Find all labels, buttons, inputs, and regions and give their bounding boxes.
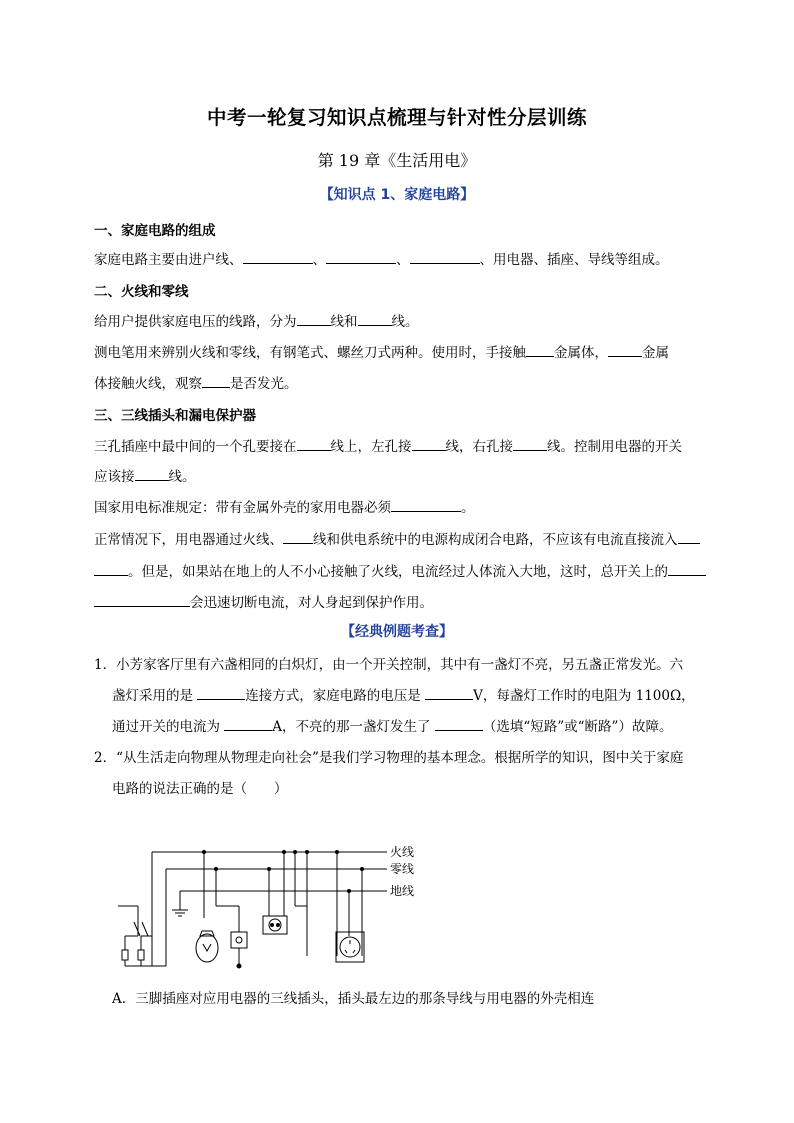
blank	[135, 466, 169, 481]
earth-wire-label: 地线	[390, 884, 415, 898]
blank	[668, 561, 706, 576]
question-1-line-2: 盏灯采用的是 连接方式，家庭电路的电压是 V，每盏灯工作时的电阻为 1100Ω，	[112, 684, 695, 704]
blank	[435, 716, 483, 731]
blank	[297, 311, 331, 326]
blank	[243, 249, 313, 264]
blank	[94, 592, 190, 607]
blank	[391, 497, 461, 512]
question-1-line-1: 1．小芳家客厅里有六盏相同的白炽灯，由一个开关控制，其中有一盏灯不亮，另五盏正常发光。六	[94, 657, 684, 673]
blank	[513, 436, 547, 451]
section-2-line-2: 测电笔用来辨别火线和零线，有钢笔式、螺丝刀式两种。使用时，手接触 金属体， 金属	[94, 341, 669, 361]
section-3-line-1: 三孔插座中最中间的一个孔要接在 线上，左孔接 线，右孔接 线。控制用电器的开关	[94, 435, 682, 455]
examples-heading: 【经典例题考查】	[341, 624, 453, 640]
question-2-line-1: 2．“从生活走向物理从物理走向社会”是我们学习物理的基本理念。根据所学的知识，图中关于家庭	[94, 750, 684, 766]
page-title: 中考一轮复习知识点梳理与针对性分层训练	[206, 106, 587, 129]
question-2-line-2: 电路的说法正确的是（ ）	[112, 781, 288, 797]
blank	[326, 249, 396, 264]
section-2-title: 二、火线和零线	[94, 284, 189, 300]
neutral-wire-label: 零线	[390, 862, 415, 876]
question-1-line-3: 通过开关的电流为 A，不亮的那一盏灯发生了 （选填“短路”或“断路”）故障。	[112, 715, 672, 735]
live-wire-label: 火线	[390, 845, 415, 859]
section-3-line-6: 会迅速切断电流，对人身起到保护作用。	[94, 591, 433, 611]
chapter-title: 第 19 章《生活用电》	[317, 151, 477, 170]
knowledge-heading: 【知识点 1、家庭电路】	[319, 187, 475, 203]
blank	[94, 561, 128, 576]
section-3-line-5: 。但是，如果站在地上的人不小心接触了火线，电流经过人体流入大地，这时，总开关上的	[94, 560, 706, 580]
household-circuit-diagram	[112, 836, 422, 976]
section-1-line: 家庭电路主要由进户线、 、 、 、用电器、插座、导线等组成。	[94, 248, 669, 268]
blank	[608, 342, 642, 357]
blank	[526, 342, 554, 357]
blank	[425, 685, 473, 700]
section-3-title: 三、三线插头和漏电保护器	[94, 408, 256, 424]
question-2-option-a: A．三脚插座对应用电器的三线插头，插头最左边的那条导线与用电器的外壳相连	[112, 991, 595, 1007]
blank	[197, 685, 245, 700]
blank	[224, 716, 272, 731]
section-3-line-3: 国家用电标准规定：带有金属外壳的家用电器必须 。	[94, 496, 475, 516]
section-2-line-3: 体接触火线，观察 是否发光。	[94, 372, 298, 392]
blank	[283, 529, 313, 544]
section-2-line-1: 给用户提供家庭电压的线路，分为 线和 线。	[94, 310, 419, 330]
blank	[412, 436, 446, 451]
section-3-line-2: 应该接 线。	[94, 465, 196, 485]
blank	[410, 249, 480, 264]
section-3-line-4: 正常情况下，用电器通过火线、 线和供电系统中的电源构成闭合电路，不应该有电流直接流入	[94, 528, 700, 548]
blank	[358, 311, 392, 326]
section-1-title: 一、家庭电路的组成	[94, 223, 216, 239]
blank	[202, 373, 230, 388]
blank	[678, 529, 700, 544]
blank	[297, 436, 331, 451]
